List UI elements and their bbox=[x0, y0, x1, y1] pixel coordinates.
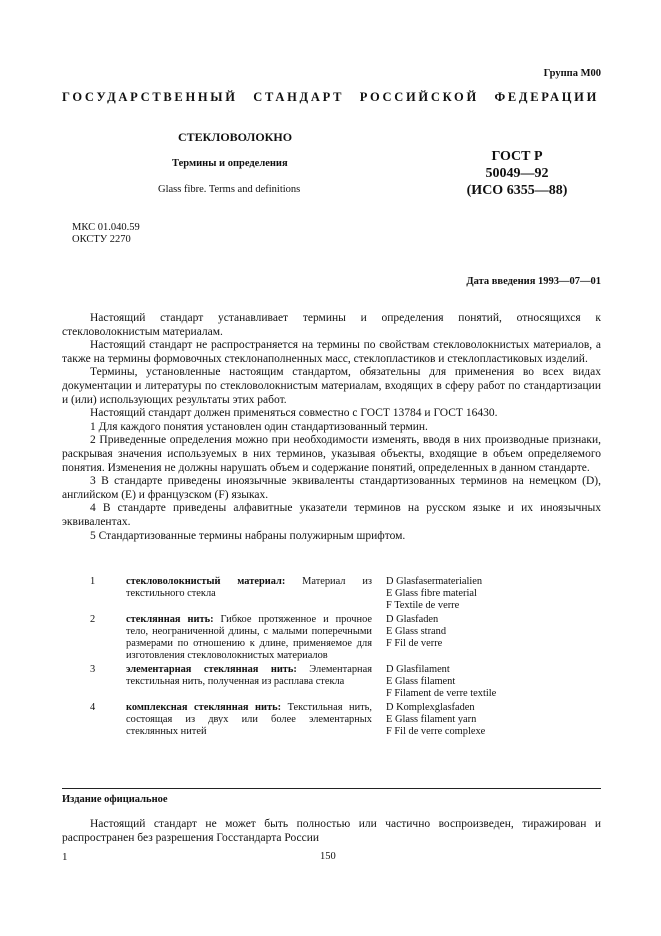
equivalent: D Glasfaden bbox=[386, 614, 439, 625]
document-title: СТЕКЛОВОЛОКНО bbox=[178, 130, 293, 144]
page-number-left: 1 bbox=[62, 851, 68, 863]
term-equivalents bbox=[386, 664, 601, 700]
term-number: 4 bbox=[90, 702, 96, 713]
equivalent: D Komplexglasfaden bbox=[386, 702, 475, 713]
mks-code: МКС 01.040.59 bbox=[72, 222, 140, 233]
equivalent: F Fil de verre complexe bbox=[386, 726, 486, 737]
term-equivalents bbox=[386, 702, 601, 738]
federal-standard-heading bbox=[62, 90, 599, 105]
term-name: стеклянная нить: bbox=[126, 614, 214, 625]
term-entry bbox=[62, 664, 601, 700]
term-name: комплексная стеклянная нить: bbox=[126, 702, 282, 713]
equivalent: F Filament de verre textile bbox=[386, 688, 497, 699]
document-body bbox=[62, 312, 601, 543]
paragraph: Термины, установленные настоящим стандартом, обязательны для применения во всех видах документации и литературы по стекловолокнистым материалам, входящих в сферу работ по стандартизации и (или) использующих результаты этих работ. bbox=[62, 366, 601, 406]
equivalent: E Glass filament yarn bbox=[386, 714, 477, 725]
paragraph: Настоящий стандарт не распространяется на термины по свойствам стекловолокнистых материалов, а также на термины формовочных стеклонаполненных масс, стеклопластиков и стеклопластиковых изделий. bbox=[62, 339, 601, 365]
term-name: элементарная стеклянная нить: bbox=[126, 664, 297, 675]
term-entry bbox=[62, 702, 601, 738]
copyright-notice: Настоящий стандарт не может быть полностью или частично воспроизведен, тиражирован и распространен без разрешения Госстандарта России bbox=[62, 818, 601, 844]
term-number: 1 bbox=[90, 576, 96, 587]
gost-line: ГОСТ Р bbox=[491, 149, 543, 164]
equivalent: F Fil de verre bbox=[386, 638, 443, 649]
term-entry bbox=[62, 576, 601, 612]
definition-text: Гибкое протяженное и прочное тело, неограниченной длины, с малыми поперечными размерами по отношению к длине, применяемое для изготовления стекловолокнистых материалов bbox=[126, 614, 372, 661]
effective-date: Дата введения 1993—07—01 bbox=[466, 276, 601, 287]
term-equivalents bbox=[386, 614, 601, 662]
federal-word: СТАНДАРТ bbox=[253, 90, 345, 104]
english-title: Glass fibre. Terms and definitions bbox=[158, 184, 301, 195]
paragraph: 1 Для каждого понятия установлен один стандартизованный термин. bbox=[90, 420, 428, 433]
page-number-center: 150 bbox=[320, 851, 336, 862]
classification-codes bbox=[72, 222, 140, 246]
terms-table bbox=[62, 576, 601, 740]
equivalent: E Glass filament bbox=[386, 676, 456, 687]
term-definition bbox=[126, 702, 372, 738]
definition-text: Текстильная нить, состоящая из двух или более элементарных стеклянных нитей bbox=[126, 702, 373, 737]
paragraph: Настоящий стандарт устанавливает термины и определения понятий, относящихся к стекловолокнистым материалам. bbox=[62, 312, 601, 338]
equivalent: D Glasfilament bbox=[386, 664, 450, 675]
paragraph: 3 В стандарте приведены иноязычные эквиваленты стандартизованных терминов на немецком (D), английском (E) и французском (F) языках. bbox=[62, 475, 601, 501]
federal-word: РОССИЙСКОЙ bbox=[359, 90, 479, 104]
term-definition bbox=[126, 576, 372, 612]
paragraph: 5 Стандартизованные термины набраны полужирным шрифтом. bbox=[90, 529, 406, 542]
document-subtitle: Термины и определения bbox=[172, 158, 288, 169]
paragraph: Настоящий стандарт должен применяться совместно с ГОСТ 13784 и ГОСТ 16430. bbox=[90, 407, 498, 420]
equivalent: D Glasfasermaterialien bbox=[386, 576, 483, 587]
equivalent: F Textile de verre bbox=[386, 600, 460, 611]
term-equivalents bbox=[386, 576, 601, 612]
term-definition bbox=[126, 664, 372, 700]
footer-divider bbox=[62, 788, 601, 789]
definition-text: Материал из текстильного стекла bbox=[126, 576, 372, 599]
term-definition bbox=[126, 614, 372, 662]
term-name: стекловолокнистый материал: bbox=[126, 576, 286, 587]
equivalent: E Glass strand bbox=[386, 626, 447, 637]
equivalent: E Glass fibre material bbox=[386, 588, 477, 599]
gost-designation bbox=[452, 148, 582, 199]
term-number: 2 bbox=[90, 614, 96, 625]
federal-word: ГОСУДАРСТВЕННЫЙ bbox=[62, 90, 238, 104]
paragraph: 2 Приведенные определения можно при необходимости изменять, вводя в них производные признаки, раскрывая значения используемых в них терминов, указывая объекты, входящие в объем определяемого понятия. Изменения не должны нарушать объем и содержание понятий, определенных в данном стандарте. bbox=[62, 434, 601, 474]
term-number: 3 bbox=[90, 664, 96, 675]
paragraph: 4 В стандарте приведены алфавитные указатели терминов на русском языке и их иноязычных эквивалентах. bbox=[62, 502, 601, 528]
group-code: Группа М00 bbox=[543, 68, 601, 79]
gost-line: 50049—92 bbox=[485, 166, 549, 181]
term-entry bbox=[62, 614, 601, 662]
federal-word: ФЕДЕРАЦИИ bbox=[494, 90, 599, 104]
definition-text: Элементарная текстильная нить, полученная из расплава стекла bbox=[126, 664, 372, 687]
okstu-code: ОКСТУ 2270 bbox=[72, 234, 131, 245]
gost-line: (ИСО 6355—88) bbox=[466, 183, 568, 198]
official-edition-label: Издание официальное bbox=[62, 794, 168, 805]
